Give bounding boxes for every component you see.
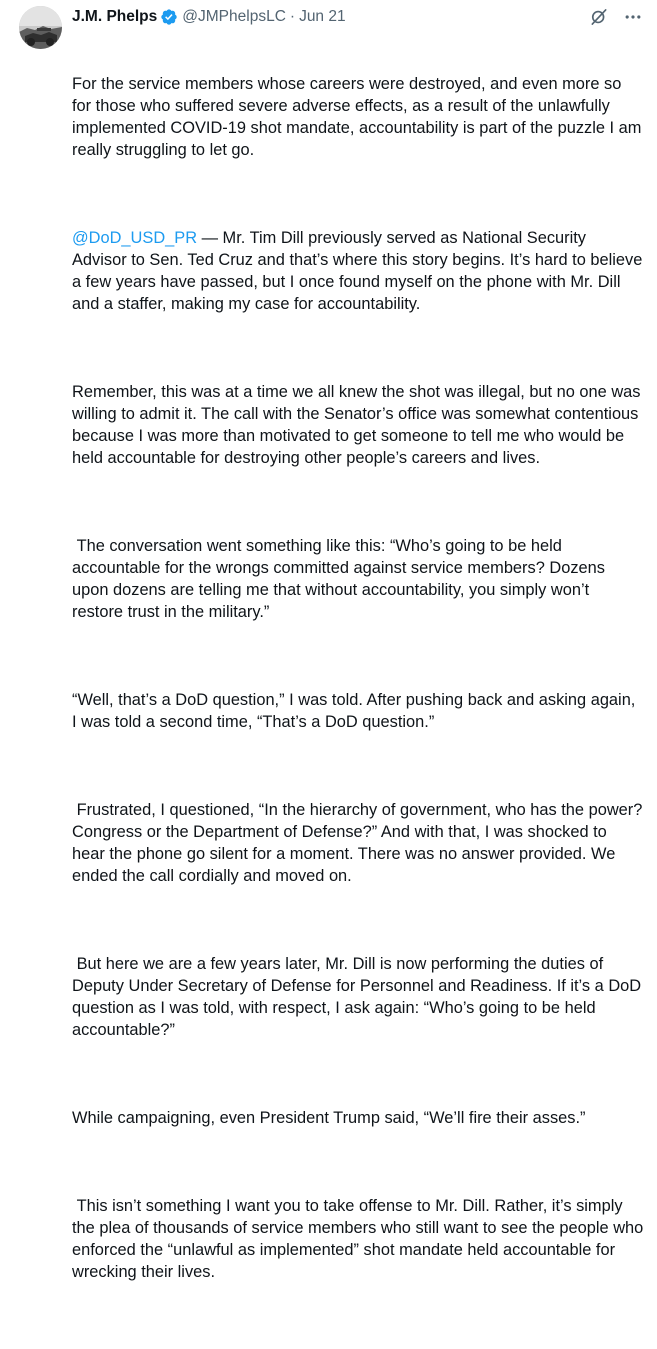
paragraph-1 (72, 73, 644, 161)
paragraph-text: For the service members whose careers were destroyed, and even more so for those who suffered severe adverse effects, as a result of the unlawfully implemented COVID-19 shot mandate, accountability is part of the puzzle I am really struggling to let go. (72, 75, 646, 159)
paragraph-4 (72, 535, 644, 623)
paragraph-2 (72, 227, 647, 315)
paragraph-9 (72, 1195, 648, 1283)
paragraph-text: Remember, this was at a time we all knew the shot was illegal, but no one was willing to admit it. The call with the Senator’s office was somewhat contentious because I was more than motivated to get someone to tell me who would be held accountable for destroying other people’s careers and lives. (72, 383, 646, 467)
paragraph-text: While campaigning, even President Trump said, “We’ll fire their asses.” (72, 1109, 586, 1127)
mention-link[interactable]: @DoD_USD_PR (72, 229, 198, 247)
paragraph-3 (72, 381, 644, 469)
separator-dot: · (289, 8, 296, 25)
avatar[interactable] (19, 6, 62, 49)
user-handle[interactable]: @JMPhelpsLC (182, 8, 286, 25)
avatar-photo (19, 6, 62, 49)
grok-icon[interactable] (589, 7, 609, 27)
paragraph-8 (72, 1107, 644, 1129)
paragraph-text: But here we are a few years later, Mr. Dill is now performing the duties of Deputy Under Secretary of Defense for Personnel and Readiness. If it’s a DoD question as I was told, with respect, I ask again: “Who’s going to be held accountable?” (72, 955, 646, 1039)
paragraph-7 (72, 953, 644, 1041)
paragraph-text: The conversation went something like this: “Who’s going to be held accountable for the wrongs committed against service members? Dozens upon dozens are telling me that without accountability, you simply won’t restore trust in the military.” (72, 537, 610, 621)
display-name[interactable]: J.M. Phelps (72, 8, 158, 25)
tweet-header (72, 5, 643, 29)
paragraph-6 (72, 799, 647, 887)
paragraph-text: Frustrated, I questioned, “In the hierarchy of government, who has the power? Congress or the Department of Defense?” And with that, I was shocked to hear the phone go silent for a moment. There was no answer provided. We ended the call cordially and moved on. (72, 801, 647, 885)
header-actions (589, 7, 643, 27)
more-icon[interactable] (623, 7, 643, 27)
paragraph-text: “Well, that’s a DoD question,” I was told. After pushing back and asking again, I was told a second time, “That’s a DoD question.” (72, 691, 640, 731)
tweet-text (72, 29, 648, 1349)
paragraph-5 (72, 689, 644, 733)
verified-badge-icon (160, 8, 178, 26)
paragraph-text: This isn’t something I want you to take offense to Mr. Dill. Rather, it’s simply the plea of thousands of service members who still want to see the people who enforced the “unlawful as implemented” shot mandate held accountable for wrecking their lives. (72, 1197, 648, 1281)
tweet-date[interactable]: Jun 21 (299, 8, 346, 25)
paragraph-text: — Mr. Tim Dill previously served as National Security Advisor to Sen. Ted Cruz and that’s where this story begins. It’s hard to believe a few years have passed, but I once found myself on the phone with Mr. Dill and a staffer, making my case for accountability. (72, 229, 647, 313)
